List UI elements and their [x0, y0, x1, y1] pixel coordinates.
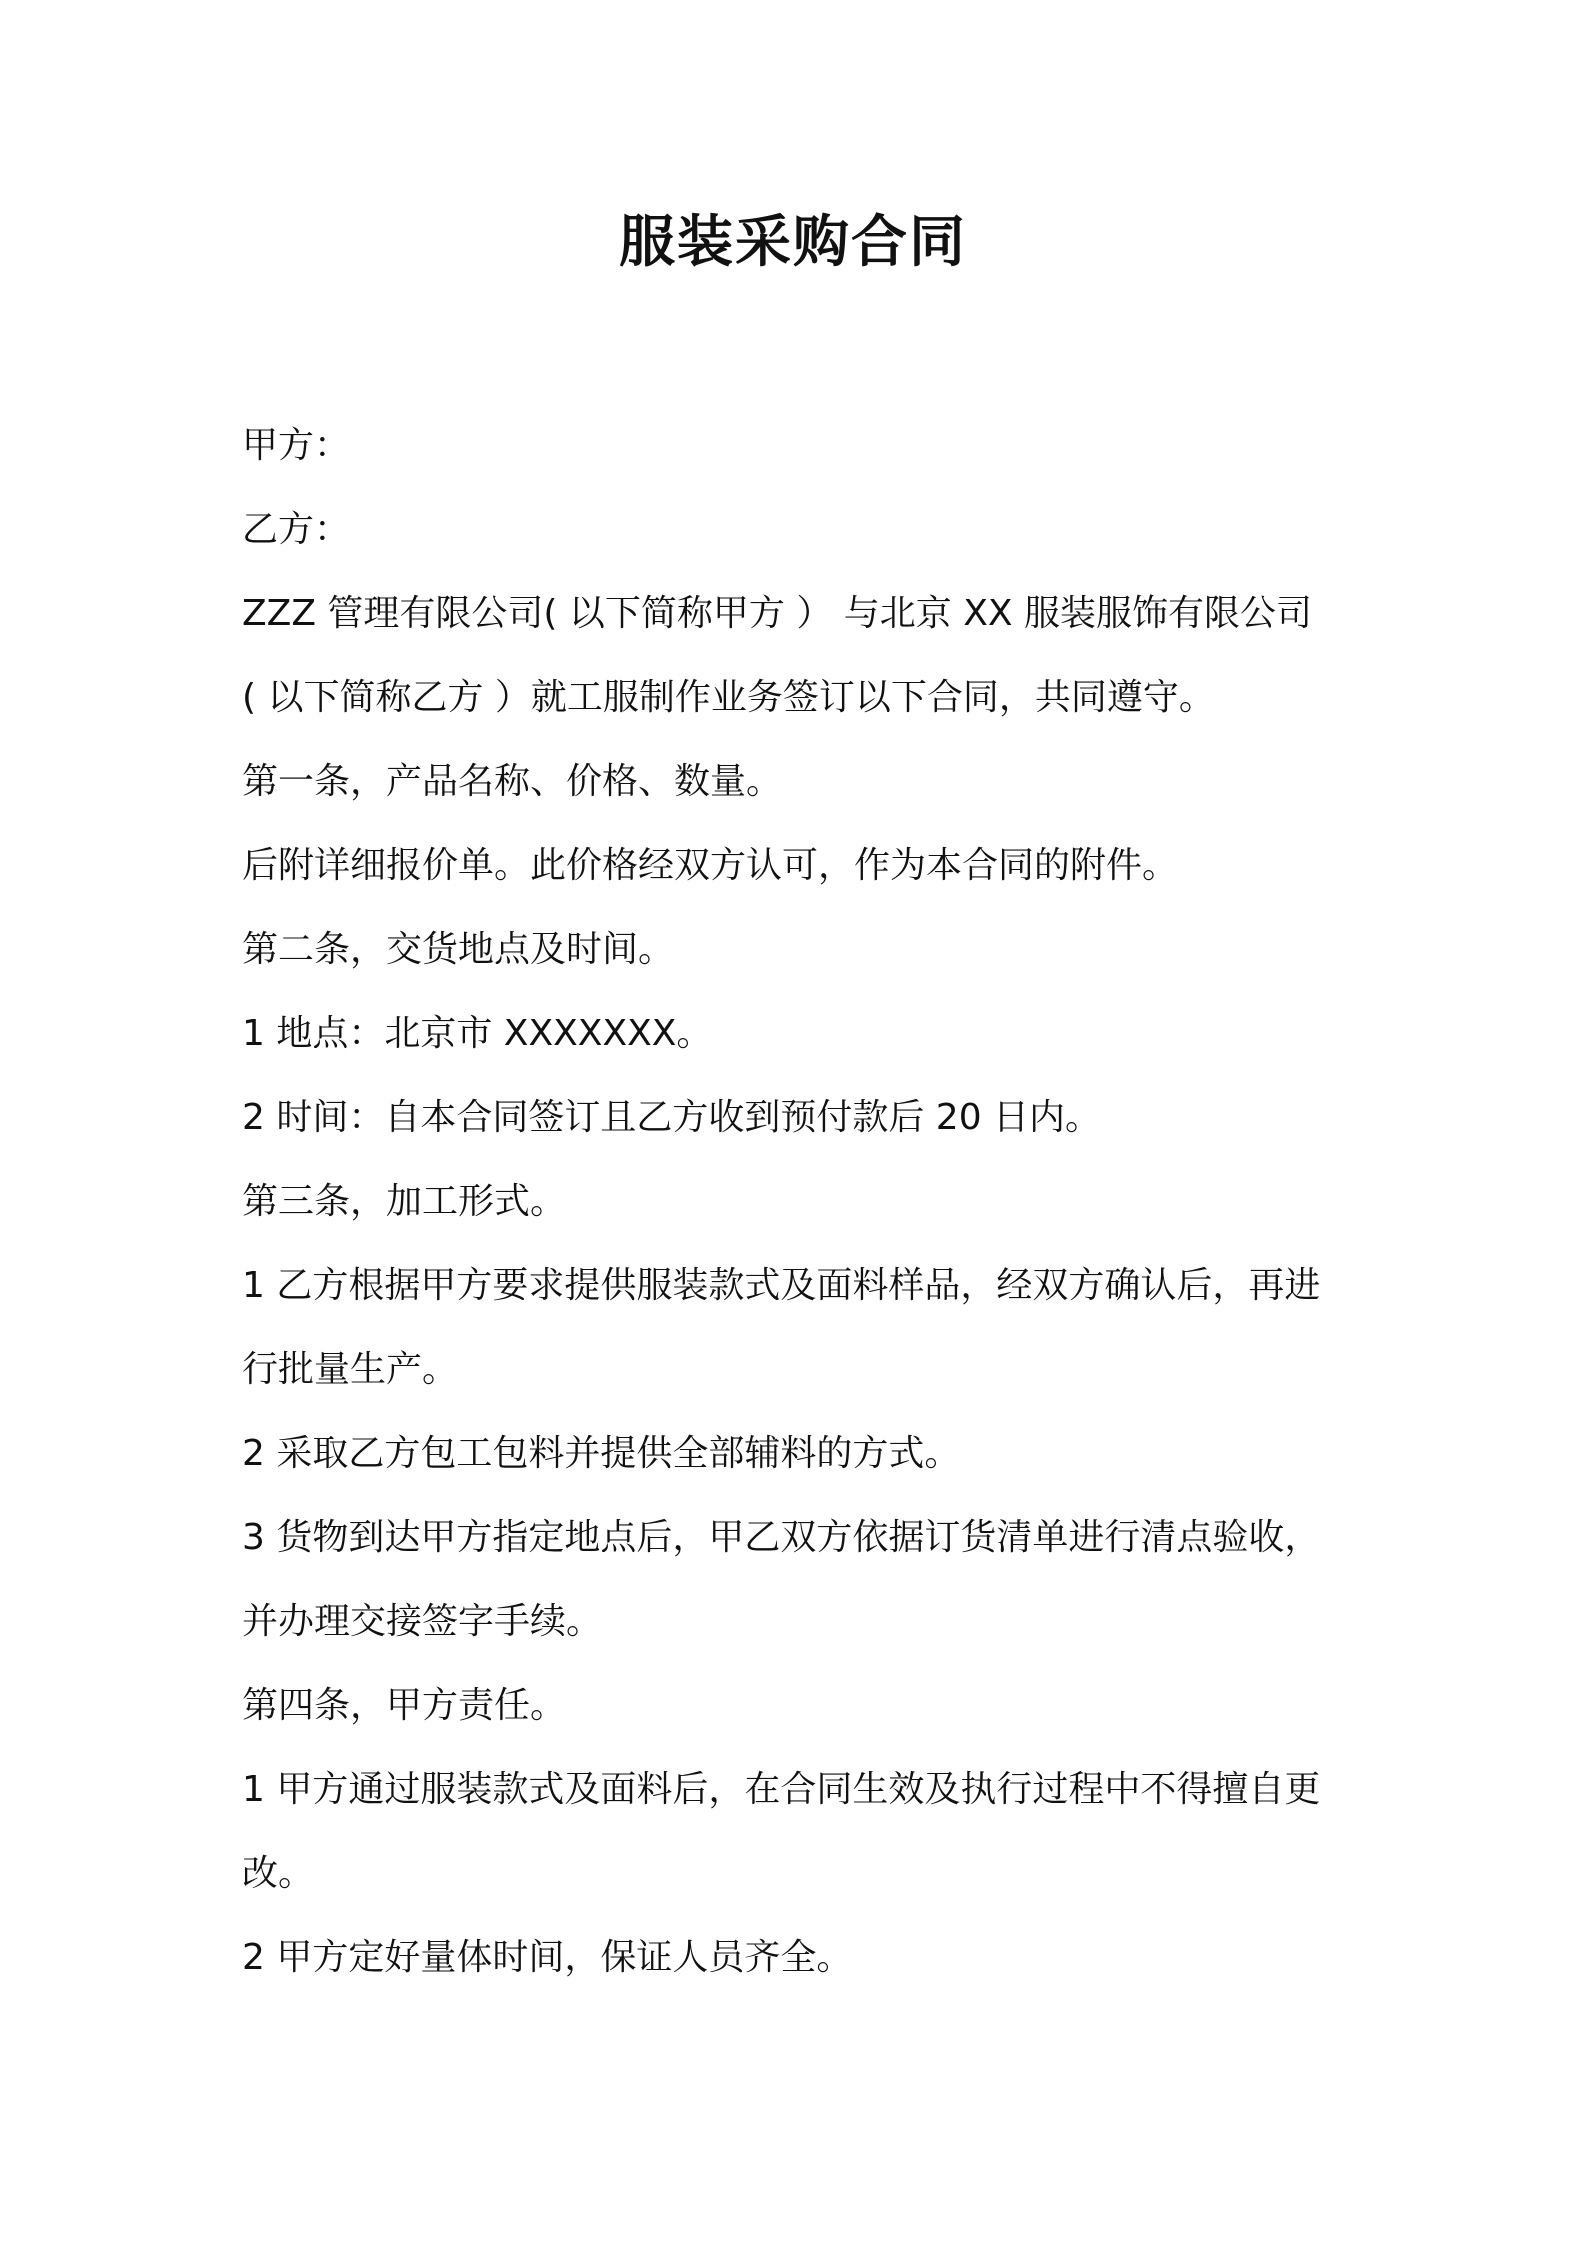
- article-4-item-1-line-2: 改。: [242, 1853, 315, 1894]
- article-3-item-1-line-1: 1 乙方根据甲方要求提供服装款式及面料样品，经双方确认后，再进: [242, 1265, 1321, 1306]
- article-1-heading: 第一条，产品名称、价格、数量。: [242, 761, 783, 802]
- party-b-line: 乙方：: [242, 509, 351, 550]
- document-body: [242, 404, 1362, 2000]
- article-2-item-2: 2 时间：自本合同签订且乙方收到预付款后 20 日内。: [242, 1097, 1102, 1138]
- article-3-item-2: 2 采取乙方包工包料并提供全部辅料的方式。: [242, 1433, 961, 1474]
- article-4-item-1-line-1: 1 甲方通过服装款式及面料后，在合同生效及执行过程中不得擅自更: [242, 1769, 1321, 1810]
- article-4-item-2: 2 甲方定好量体时间，保证人员齐全。: [242, 1937, 853, 1978]
- article-2-item-1: 1 地点：北京市 XXXXXXX。: [242, 1013, 713, 1054]
- preamble-line-1: ZZZ 管理有限公司( 以下简称甲方 ） 与北京 XX 服装服饰有限公司: [242, 593, 1313, 634]
- article-3-item-3-line-1: 3 货物到达甲方指定地点后，甲乙双方依据订货清单进行清点验收，: [242, 1517, 1321, 1558]
- document-title: 服装采购合同: [619, 210, 967, 275]
- article-4-heading: 第四条，甲方责任。: [242, 1685, 567, 1726]
- article-1-text: 后附详细报价单。此价格经双方认可，作为本合同的附件。: [242, 845, 1179, 886]
- article-3-heading: 第三条，加工形式。: [242, 1181, 567, 1222]
- article-3-item-3-line-2: 并办理交接签字手续。: [242, 1601, 603, 1642]
- article-2-heading: 第二条，交货地点及时间。: [242, 929, 675, 970]
- party-a-line: 甲方：: [242, 425, 351, 466]
- preamble-line-2: ( 以下简称乙方 ）就工服制作业务签订以下合同，共同遵守。: [242, 677, 1215, 718]
- article-3-item-1-line-2: 行批量生产。: [242, 1349, 459, 1390]
